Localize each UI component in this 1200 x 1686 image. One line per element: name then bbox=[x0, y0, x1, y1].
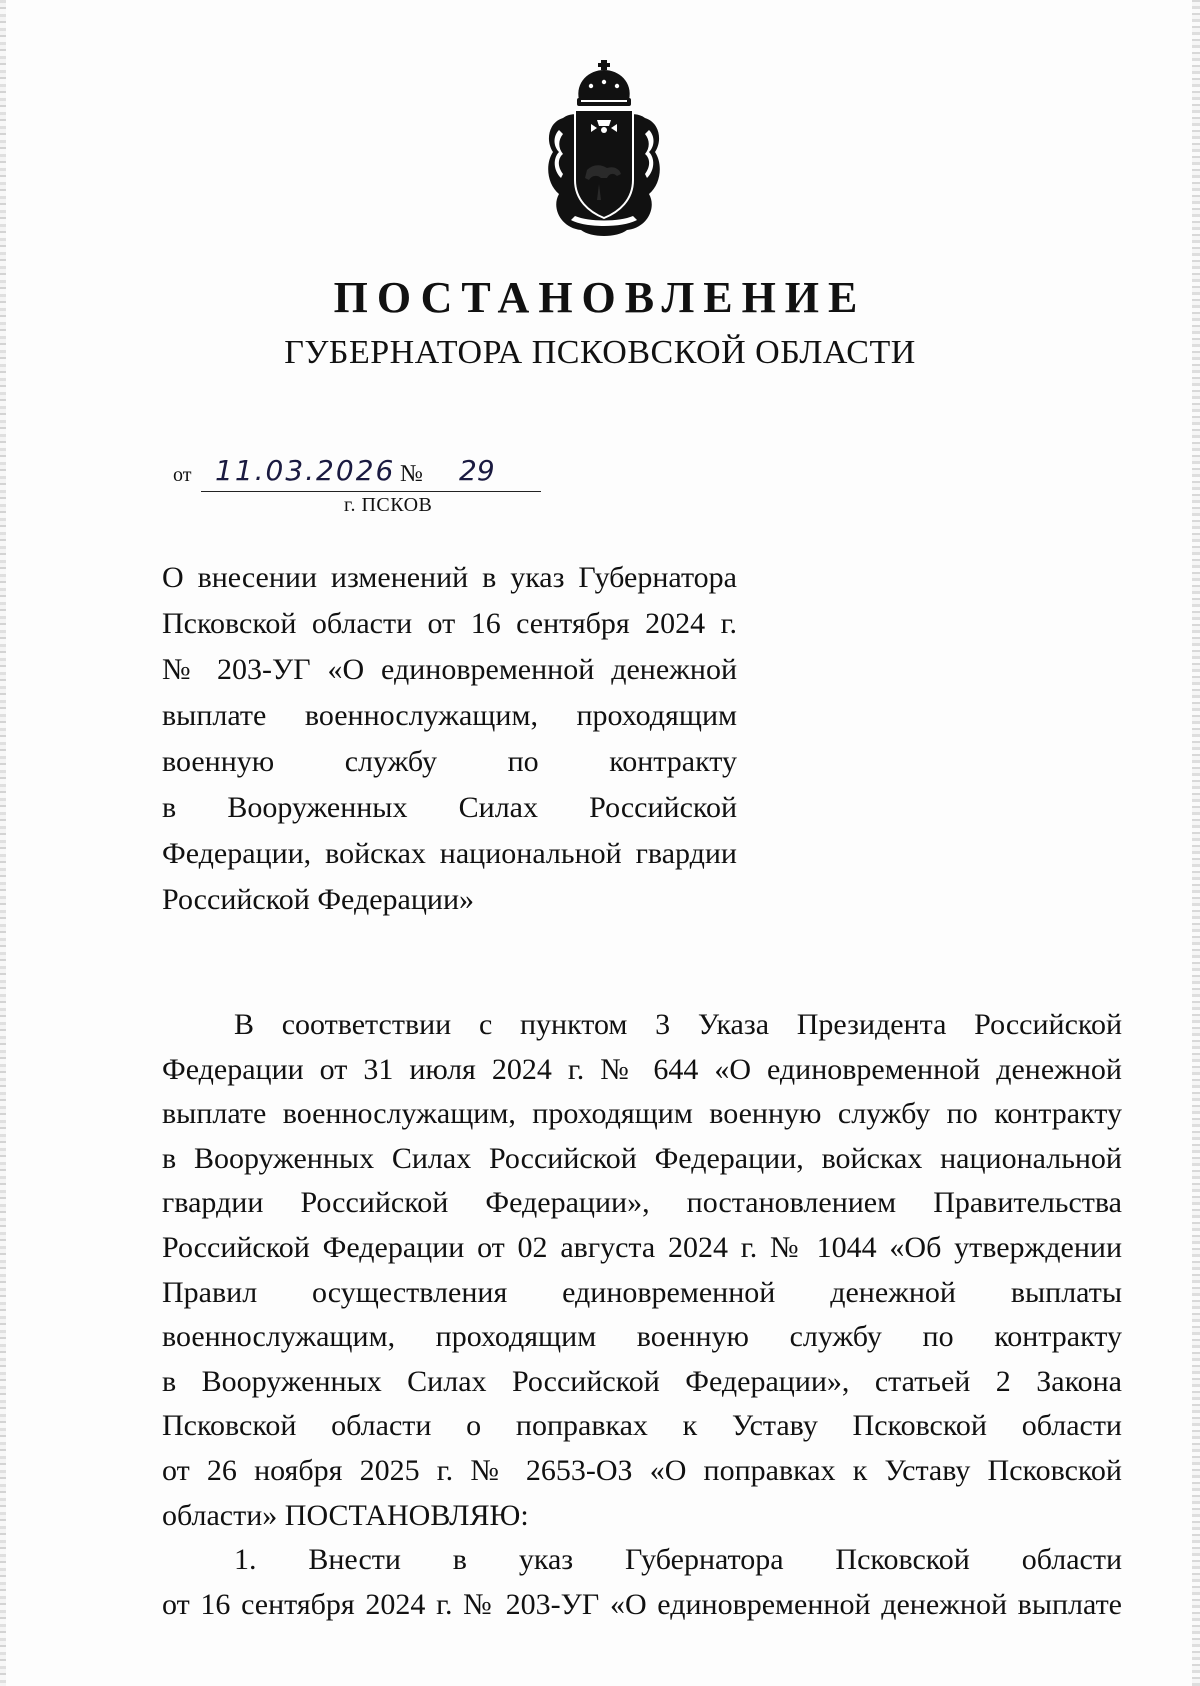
body-line: в Вооруженных Силах Российской Федерации, войсках национальной bbox=[162, 1141, 1122, 1175]
body-line: в Вооруженных Силах Российской Федерации», статьей 2 Закона bbox=[162, 1364, 1122, 1398]
body-line: В соответствии с пунктом 3 Указа Президента Российской bbox=[234, 1008, 1122, 1041]
body-line: области» ПОСТАНОВЛЯЮ: bbox=[162, 1498, 529, 1532]
city-label: г. ПСКОВ bbox=[344, 494, 433, 516]
body-line: от 26 ноября 2025 г. № 2653-ОЗ «О поправках к Уставу Псковской bbox=[162, 1453, 1122, 1487]
subject-line: № 203-УГ «О единовременной денежной bbox=[162, 653, 737, 686]
body-line: военнослужащим, проходящим военную службу по контракту bbox=[162, 1320, 1122, 1354]
handwritten-number: 29 bbox=[459, 454, 495, 487]
registration-line bbox=[173, 454, 573, 494]
body-line: Псковской области о поправках к Уставу Псковской области bbox=[162, 1409, 1122, 1443]
subject-line: Федерации, войсках национальной гвардии bbox=[162, 837, 737, 870]
document-title: ПОСТАНОВЛЕНИЕ bbox=[333, 273, 867, 322]
scan-edge-left bbox=[0, 0, 6, 1686]
body-line: гвардии Российской Федерации», постановлением Правительства bbox=[162, 1186, 1122, 1220]
date-prefix: от bbox=[173, 464, 192, 486]
subject-line: Псковской области от 16 сентября 2024 г. bbox=[162, 607, 737, 640]
subject-line: выплате военнослужащим, проходящим bbox=[162, 699, 737, 732]
number-sign: № bbox=[400, 461, 423, 487]
document-subject bbox=[162, 555, 737, 923]
scan-edge-right bbox=[1192, 0, 1200, 1686]
body-line: от 16 сентября 2024 г. № 203-УГ «О единовременной денежной выплате bbox=[162, 1587, 1122, 1621]
date-number-field bbox=[201, 454, 541, 492]
subject-line: Российской Федерации» bbox=[162, 883, 475, 916]
body-line: выплате военнослужащим, проходящим военную службу по контракту bbox=[162, 1097, 1122, 1131]
document-body bbox=[162, 1003, 1122, 1627]
body-line: Российской Федерации от 02 августа 2024 г. № 1044 «Об утверждении bbox=[162, 1230, 1122, 1264]
handwritten-date: 11.03.2026 bbox=[215, 454, 396, 487]
body-line: 1. Внести в указ Губернатора Псковской области bbox=[234, 1543, 1122, 1577]
subject-line: военную службу по контракту bbox=[162, 745, 737, 778]
subject-line: в Вооруженных Силах Российской bbox=[162, 791, 737, 824]
subject-line: О внесении изменений в указ Губернатора bbox=[162, 561, 737, 594]
coat-of-arms-emblem bbox=[541, 60, 667, 245]
document-subtitle: ГУБЕРНАТОРА ПСКОВСКОЙ ОБЛАСТИ bbox=[284, 334, 916, 371]
body-line: Правил осуществления единовременной денежной выплаты bbox=[162, 1275, 1122, 1309]
body-line: Федерации от 31 июля 2024 г. № 644 «О единовременной денежной bbox=[162, 1052, 1122, 1086]
